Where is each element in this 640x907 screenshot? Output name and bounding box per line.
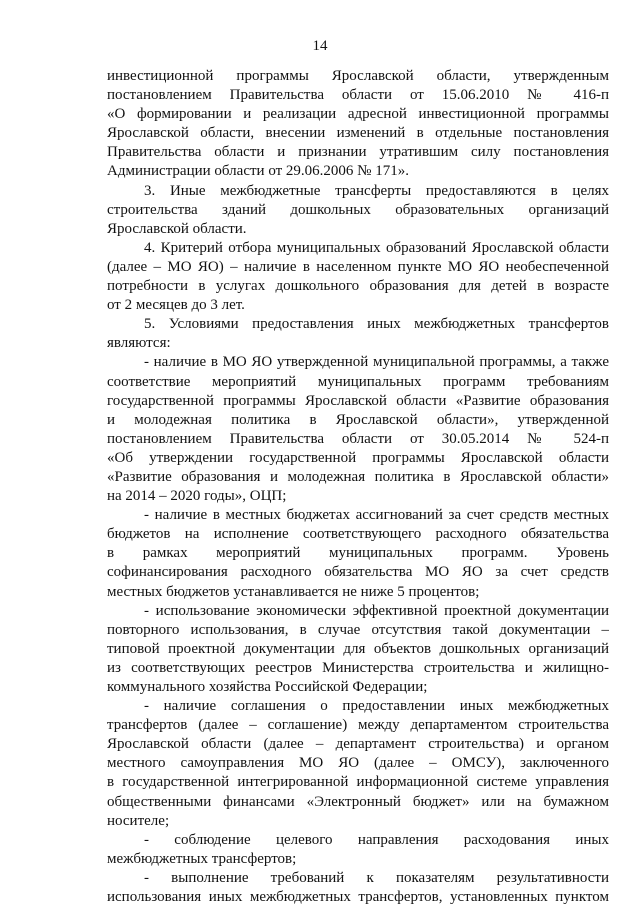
text-line: государственной программы Ярославской области «Развитие образования [107, 392, 609, 409]
text-line: «Об утверждении государственной программы Ярославской области [107, 449, 609, 466]
text-line: инвестиционной программы Ярославской области, утвержденным [107, 68, 609, 84]
text-line: - выполнение требований к показателям результативности [144, 869, 609, 886]
page-number: 14 [312, 38, 328, 54]
text-line: на 2014 – 2020 годы», ОЦП; [107, 488, 287, 505]
text-line: «Развитие образования и молодежная политика в Ярославской области» [107, 468, 609, 485]
text-line: - соблюдение целевого направления расходования иных [144, 831, 609, 848]
text-line: 4. Критерий отбора муниципальных образований Ярославской области [144, 239, 609, 256]
text-line: 3. Иные межбюджетные трансферты предоставляются в целях [144, 182, 609, 199]
text-line: общественными финансами «Электронный бюджет» или на бумажном [107, 793, 609, 810]
text-line: бюджетов на исполнение соответствующего расходного обязательства [107, 526, 609, 543]
text-line: постановлением Правительства области от 15.06.2010 № 416-п [107, 87, 609, 104]
text-line: в рамках мероприятий муниципальных программ. Уровень [107, 545, 609, 562]
text-line: Администрации области от 29.06.2006 № 171». [107, 163, 409, 180]
text-line: постановлением Правительства области от 30.05.2014 № 524-п [107, 430, 609, 447]
text-line: являются: [107, 335, 171, 352]
text-line: использования иных межбюджетных трансфертов, установленных пунктом [107, 889, 609, 906]
text-line: Правительства области и признании утратившим силу постановления [107, 144, 609, 161]
text-line: Ярославской области (далее – департамент строительства) и органом [107, 736, 609, 753]
text-line: в государственной интегрированной информационной системе управления [107, 774, 609, 791]
text-line: потребности в услугах дошкольного образования для детей в возрасте [107, 278, 609, 295]
text-line: - использование экономически эффективной проектной документации [144, 602, 609, 619]
text-line: местных бюджетов устанавливается не ниже 5 процентов; [107, 583, 480, 600]
text-line: (далее – МО ЯО) – наличие в населенном пункте МО ЯО необеспеченной [107, 258, 609, 275]
text-line: Ярославской области, внесении изменений в отдельные постановления [107, 125, 609, 142]
text-line: соответствие мероприятий муниципальных программ требованиям [107, 373, 609, 390]
text-line: Ярославской области. [107, 220, 247, 237]
document-body [107, 67, 609, 907]
text-line: из соответствующих реестров Министерства строительства и жилищно- [107, 659, 609, 676]
text-line: «О формировании и реализации адресной инвестиционной программы [107, 106, 609, 123]
text-line: типовой проектной документации для объектов дошкольных организаций [107, 640, 609, 657]
text-line: софинансирования расходного обязательства МО ЯО за счет средств [107, 564, 609, 581]
text-line: повторного использования, в случае отсутствия такой документации – [107, 621, 609, 638]
text-line: - наличие соглашения о предоставлении иных межбюджетных [144, 698, 609, 715]
text-line: носителе; [107, 812, 170, 829]
text-line: - наличие в местных бюджетах ассигнований за счет средств местных [144, 507, 609, 524]
text-line: - наличие в МО ЯО утвержденной муниципальной программы, а также [144, 354, 609, 371]
text-line: трансфертов (далее – соглашение) между департаментом строительства [107, 717, 609, 734]
text-line: межбюджетных трансфертов; [107, 850, 297, 867]
text-line: и молодежная политика в Ярославской области», утвержденной [107, 411, 609, 428]
text-line: от 2 месяцев до 3 лет. [107, 297, 245, 314]
text-line: 5. Условиями предоставления иных межбюджетных трансфертов [144, 316, 609, 333]
text-line: коммунального хозяйства Российской Федерации; [107, 679, 428, 695]
text-line: местного самоуправления МО ЯО (далее – ОМСУ), заключенного [107, 755, 609, 772]
text-line: строительства зданий дошкольных образовательных организаций [107, 201, 609, 218]
